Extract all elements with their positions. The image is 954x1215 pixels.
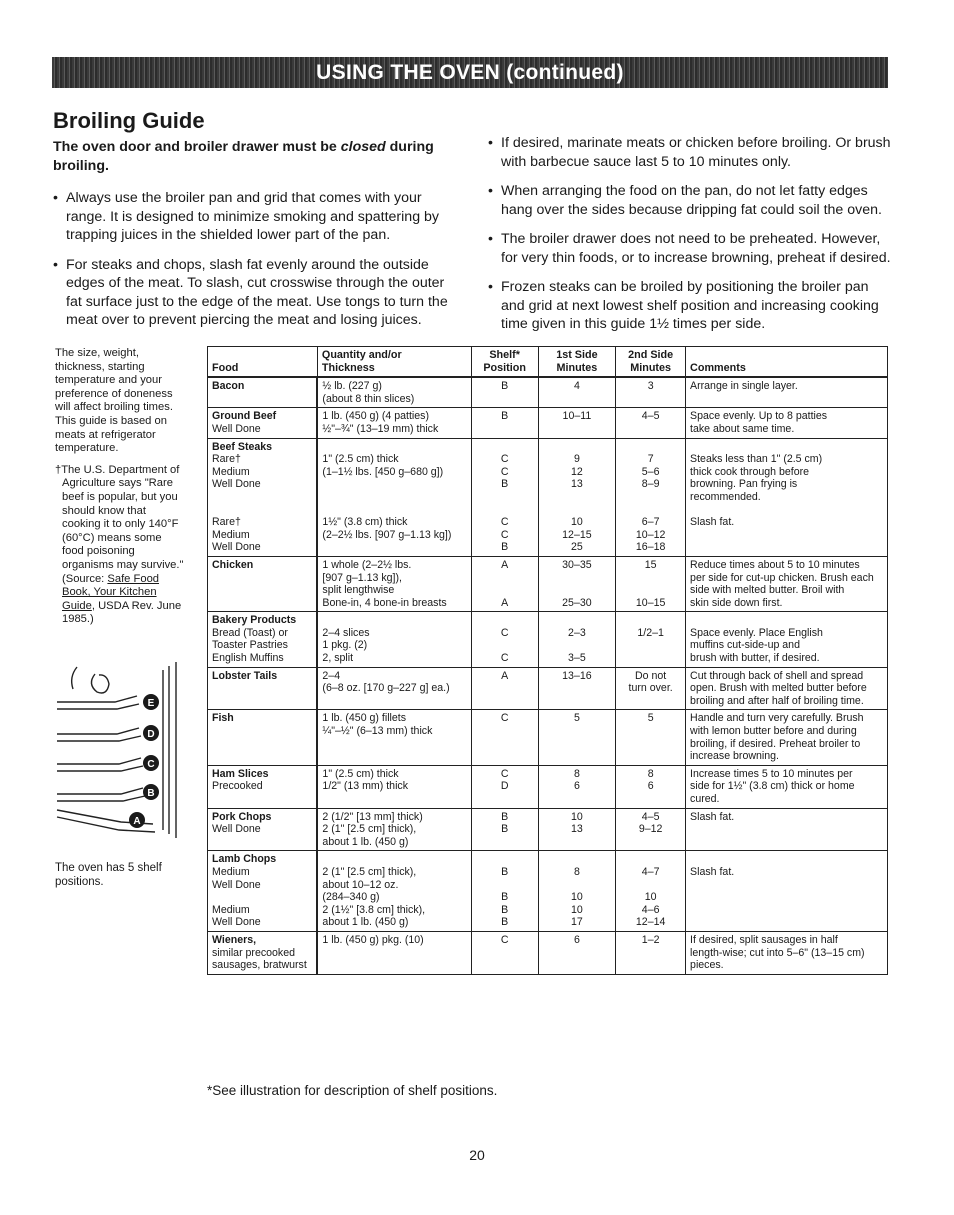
page-number: 20 — [469, 1147, 485, 1163]
cell-second-side: Do not turn over. — [616, 667, 686, 710]
table-row — [208, 438, 888, 556]
cell-first-side: 2–3 3–5 — [538, 612, 616, 667]
cell-comments: Steaks less than 1" (2.5 cm) thick cook through before browning. Pan frying is recommended. Slash fat. — [686, 438, 888, 556]
cell-quantity: 1 lb. (450 g) pkg. (10) — [317, 931, 471, 974]
right-bullet: • The broiler drawer does not need to be preheated. However, for very thin foods, or to increase browning, preheat if desired. — [488, 230, 893, 267]
cell-second-side: 4–7 10 4–6 12–14 — [616, 851, 686, 932]
cell-first-side: 8 10 10 17 — [538, 851, 616, 932]
cell-second-side: 4–5 — [616, 408, 686, 438]
cell-shelf: C C — [471, 612, 538, 667]
shelf-positions-illustration — [55, 662, 195, 842]
cell-comments: Cut through back of shell and spread open. Brush with melted butter before broiling and after half of broiling time. — [686, 667, 888, 710]
table-row — [208, 667, 888, 710]
cell-comments: Space evenly. Up to 8 patties take about same time. — [686, 408, 888, 438]
cell-shelf: A — [471, 667, 538, 710]
right-bullet: • When arranging the food on the pan, do not let fatty edges hang over the sides because dripping fat could soil the oven. — [488, 182, 893, 219]
table-row — [208, 556, 888, 611]
cell-quantity: 1" (2.5 cm) thick (1–1½ lbs. [450 g–680 g]) 1½" (3.8 cm) thick (2–2½ lbs. [907 g–1.13 kg]) — [317, 438, 471, 556]
cell-quantity: 1 whole (2–2½ lbs. [907 g–1.13 kg]), split lengthwise Bone-in, 4 bone-in breasts — [317, 556, 471, 611]
broiling-guide-table — [207, 346, 888, 975]
cell-quantity: 2–4 (6–8 oz. [170 g–227 g] ea.) — [317, 667, 471, 710]
illustration-caption: The oven has 5 shelf positions. — [55, 862, 162, 888]
cell-shelf: B B B B — [471, 851, 538, 932]
cell-food: Bacon — [208, 377, 318, 408]
table-row — [208, 851, 888, 932]
cell-food: Fish — [208, 710, 318, 765]
cell-comments: Arrange in single layer. — [686, 377, 888, 408]
cell-first-side: 30–35 25–30 — [538, 556, 616, 611]
header-comments: Comments — [686, 347, 888, 378]
header-first-side: 1st Side Minutes — [538, 347, 616, 378]
table-row — [208, 408, 888, 438]
cell-quantity: ½ lb. (227 g) (about 8 thin slices) — [317, 377, 471, 408]
shelf-letter: D — [147, 729, 155, 740]
cell-first-side: 10 13 — [538, 808, 616, 851]
table-row — [208, 612, 888, 667]
cell-food: Lobster Tails — [208, 667, 318, 710]
cell-comments: Slash fat. — [686, 808, 888, 851]
cell-shelf: B — [471, 408, 538, 438]
cell-second-side: 7 5–6 8–9 6–7 10–12 16–18 — [616, 438, 686, 556]
side-note-doneness: The size, weight, thickness, starting temperature and your preference of doneness will affect broiling times. This guide is based on meats at refrigerator temperature. — [55, 347, 173, 455]
cell-shelf: B B — [471, 808, 538, 851]
cell-second-side: 5 — [616, 710, 686, 765]
cell-food: Lamb Chops Medium Well Done Medium Well Done — [208, 851, 318, 932]
shelf-letter: B — [147, 788, 155, 799]
side-note — [55, 347, 185, 635]
cell-food: Beef Steaks Rare† Medium Well Done Rare† Medium Well Done — [208, 438, 318, 556]
right-bullet: • Frozen steaks can be broiled by positioning the broiler pan and grid at next lowest shelf position and increasing cooking time given in this guide 1½ times per side. — [488, 278, 893, 334]
shelf-letter: C — [147, 759, 155, 770]
cell-shelf: C D — [471, 765, 538, 808]
cell-shelf: C — [471, 931, 538, 974]
cell-shelf: C C B C C B — [471, 438, 538, 556]
page-title: Broiling Guide — [53, 108, 205, 133]
cell-second-side: 3 — [616, 377, 686, 408]
cell-second-side: 8 6 — [616, 765, 686, 808]
cell-food: Bakery Products Bread (Toast) or Toaster Pastries English Muffins — [208, 612, 318, 667]
table-row — [208, 808, 888, 851]
table-row — [208, 765, 888, 808]
left-column — [53, 138, 458, 341]
cell-second-side: 1/2–1 — [616, 612, 686, 667]
cell-first-side: 8 6 — [538, 765, 616, 808]
header-second-side: 2nd Side Minutes — [616, 347, 686, 378]
section-banner — [52, 57, 888, 88]
cell-first-side: 10–11 — [538, 408, 616, 438]
cell-food: Wieners, similar precooked sausages, bratwurst — [208, 931, 318, 974]
table-row — [208, 710, 888, 765]
cell-comments: Space evenly. Place English muffins cut-side-up and brush with butter, if desired. — [686, 612, 888, 667]
cell-first-side: 4 — [538, 377, 616, 408]
shelf-letter: E — [147, 698, 155, 709]
cell-first-side: 13–16 — [538, 667, 616, 710]
cell-second-side: 15 10–15 — [616, 556, 686, 611]
right-bullet: • If desired, marinate meats or chicken before broiling. Or brush with barbecue sauce last 5 to 10 minutes only. — [488, 134, 893, 171]
cell-food: Ground Beef Well Done — [208, 408, 318, 438]
cell-shelf: C — [471, 710, 538, 765]
header-shelf: Shelf* Position — [471, 347, 538, 378]
left-bullet: • Always use the broiler pan and grid that comes with your range. It is designed to minimize smoking and spattering by trapping juices in the shielded lower part of the pan. — [53, 189, 458, 245]
broiling-warning: The oven door and broiler drawer must be closed during broiling. — [53, 139, 434, 174]
cell-second-side: 1–2 — [616, 931, 686, 974]
table-footnote: *See illustration for description of shelf positions. — [207, 1083, 498, 1098]
cell-comments: Slash fat. — [686, 851, 888, 932]
cell-comments: If desired, split sausages in half length-wise; cut into 5–6" (13–15 cm) pieces. — [686, 931, 888, 974]
cell-quantity: 1 lb. (450 g) (4 patties) ½"–¾" (13–19 mm) thick — [317, 408, 471, 438]
header-food: Food — [208, 347, 318, 378]
cell-first-side: 6 — [538, 931, 616, 974]
cell-shelf: A A — [471, 556, 538, 611]
left-bullet: • For steaks and chops, slash fat evenly around the outside edges of the meat. To slash, cut crosswise through the outer fat surface just to the edge of the meat. Use tongs to turn the meat over to prevent piercing the meat and losing juices. — [53, 256, 458, 330]
cell-comments: Reduce times about 5 to 10 minutes per side for cut-up chicken. Brush each side with melted butter. Broil with skin side down first. — [686, 556, 888, 611]
cell-quantity: 1 lb. (450 g) fillets ¼"–½" (6–13 mm) thick — [317, 710, 471, 765]
header-quantity: Quantity and/or Thickness — [317, 347, 471, 378]
cell-comments: Handle and turn very carefully. Brush with lemon butter before and during broiling, if desired. Preheat broiler to increase browning. — [686, 710, 888, 765]
cell-second-side: 4–5 9–12 — [616, 808, 686, 851]
table-header-row — [208, 347, 888, 378]
cell-comments: Increase times 5 to 10 minutes per side for 1½" (3.8 cm) thick or home cured. — [686, 765, 888, 808]
shelf-letter: A — [133, 816, 141, 827]
cell-quantity: 1" (2.5 cm) thick 1/2" (13 mm) thick — [317, 765, 471, 808]
banner-text: USING THE OVEN (continued) — [316, 60, 624, 84]
cell-food: Pork Chops Well Done — [208, 808, 318, 851]
side-note-usda: †The U.S. Department of Agriculture says "Rare beef is popular, but you should know that cooking it to only 140°F (60°C) means some food poisoning organisms may survive." (Source: Safe Food Book, Your Kitchen Guide, USDA Rev. June 1985.) — [55, 463, 184, 626]
cell-quantity: 2–4 slices 1 pkg. (2) 2, split — [317, 612, 471, 667]
cell-food: Chicken — [208, 556, 318, 611]
table-row — [208, 931, 888, 974]
right-column — [488, 134, 893, 345]
cell-first-side: 9 12 13 10 12–15 25 — [538, 438, 616, 556]
cell-first-side: 5 — [538, 710, 616, 765]
cell-shelf: B — [471, 377, 538, 408]
cell-quantity: 2 (1/2" [13 mm] thick) 2 (1" [2.5 cm] thick), about 1 lb. (450 g) — [317, 808, 471, 851]
cell-food: Ham Slices Precooked — [208, 765, 318, 808]
shelf-markers — [129, 694, 159, 828]
table-row — [208, 377, 888, 408]
cell-quantity: 2 (1" [2.5 cm] thick), about 10–12 oz. (284–340 g) 2 (1½" [3.8 cm] thick), about 1 lb. (450 g) — [317, 851, 471, 932]
